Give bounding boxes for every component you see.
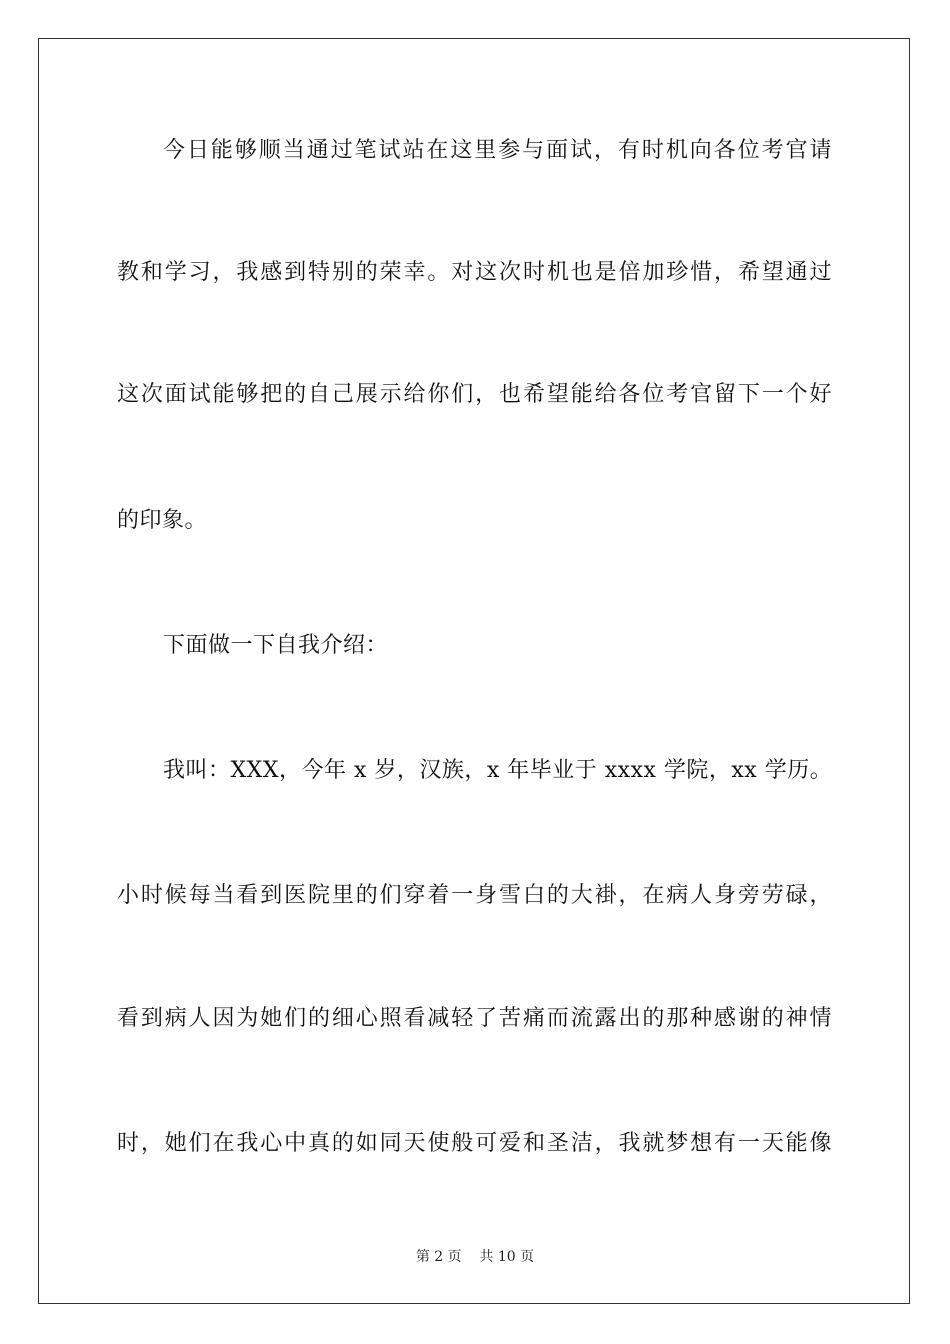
paragraph-line: 时，她们在我心中真的如同天使般可爱和圣洁，我就梦想有一天能像 bbox=[117, 1131, 832, 1156]
paragraph-line: 下面做一下自我介绍： bbox=[163, 633, 389, 658]
paragraph-line: 今日能够顺当通过笔试站在这里参与面试，有时机向各位考官请 bbox=[163, 138, 832, 163]
paragraph-line: 的印象。 bbox=[117, 508, 208, 533]
paragraph-line: 看到病人因为她们的细心照看减轻了苦痛而流露出的那种感谢的神情 bbox=[117, 1006, 832, 1031]
page-number-footer: 第 2 页 共 10 页 bbox=[415, 1249, 535, 1265]
paragraph-line: 教和学习，我感到特别的荣幸。对这次时机也是倍加珍惜，希望通过 bbox=[117, 260, 832, 285]
paragraph-line: 我叫：XXX，今年 x 岁，汉族，x 年毕业于 xxxx 学院，xx 学历。 bbox=[163, 758, 832, 783]
paragraph-line: 小时候每当看到医院里的们穿着一身雪白的大褂，在病人身旁劳碌， bbox=[117, 883, 832, 908]
paragraph-line: 这次面试能够把的自己展示给你们，也希望能给各位考官留下一个好 bbox=[117, 382, 832, 407]
page-border bbox=[38, 38, 910, 1304]
